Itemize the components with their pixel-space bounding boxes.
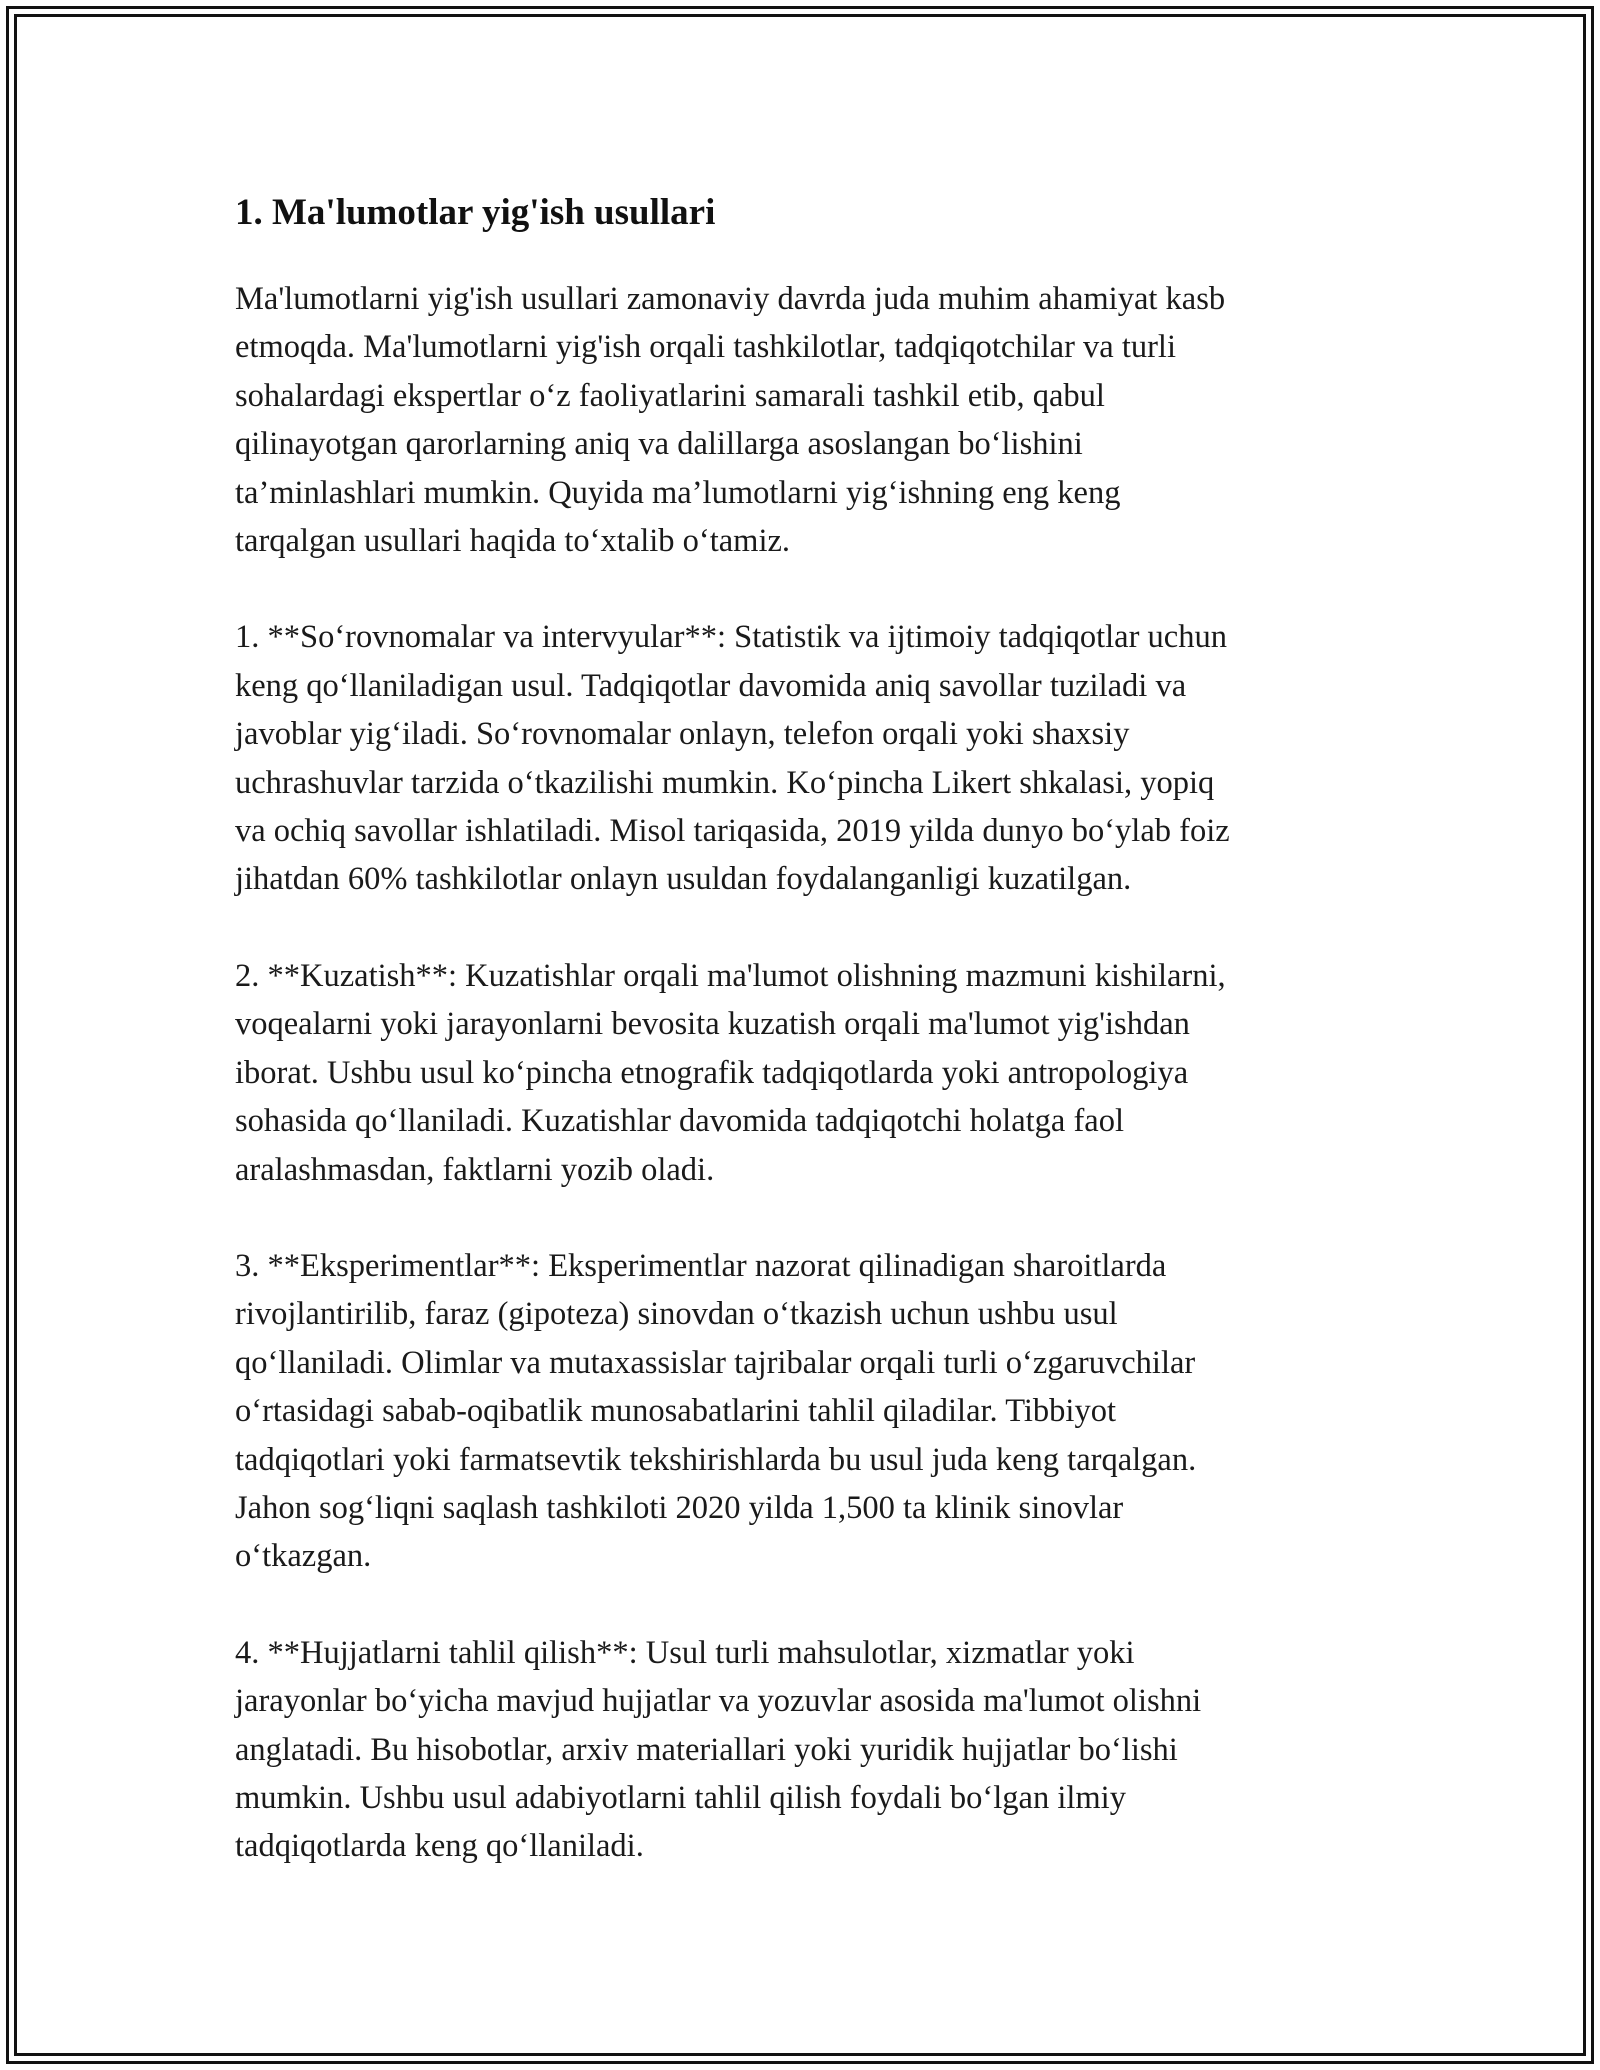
document-body (235, 185, 1375, 1919)
intro-paragraph: Ma'lumotlarni yig'ish usullari zamonaviy davrda juda muhim ahamiyat kasb etmoqda. Ma'lumotlarni yig'ish orqali tashkilotlar, tadqiqotchilar va turli sohalardagi ekspertlar o‘z faoliyatlarini samarali tashkil etib, qabul qilinayotgan qarorlarning aniq va dalillarga asoslangan bo‘lishini ta’minlashlari mumkin. Quyida ma’lumotlarni yig‘ishning eng keng tarqalgan usullari haqida to‘xtalib o‘tamiz. (235, 281, 1226, 560)
paragraph-document-analysis: 4. **Hujjatlarni tahlil qilish**: Usul turli mahsulotlar, xizmatlar yoki jarayonlar bo‘yicha mavjud hujjatlar va yozuvlar asosida ma'lumot olishni anglatadi. Bu hisobotlar, arxiv materiallari yoki yuridik hujjatlar bo‘lishi mumkin. Ushbu usul adabiyotlarni tahlil qilish foydali bo‘lgan ilmiy tadqiqotlarda keng qo‘llaniladi. (235, 1634, 1202, 1865)
paragraph-observation: 2. **Kuzatish**: Kuzatishlar orqali ma'lumot olishning mazmuni kishilarni, voqealarni yoki jarayonlarni bevosita kuzatish orqali ma'lumot yig'ishdan iborat. Ushbu usul ko‘pincha etnografik tadqiqotlarda yoki antropologiya sohasida qo‘llaniladi. Kuzatishlar davomida tadqiqotchi holatga faol aralashmasdan, faktlarni yozib oladi. (235, 957, 1226, 1188)
paragraph-surveys: 1. **So‘rovnomalar va intervyular**: Statistik va ijtimoiy tadqiqotlar uchun keng qo‘llaniladigan usul. Tadqiqotlar davomida aniq savollar tuziladi va javoblar yig‘iladi. So‘rovnomalar onlayn, telefon orqali yoki shaxsiy uchrashuvlar tarzida o‘tkazilishi mumkin. Ko‘pincha Likert shkalasi, yopiq va ochiq savollar ishlatiladi. Misol tariqasida, 2019 yilda dunyo bo‘ylab foiz jihatdan 60% tashkilotlar onlayn usuldan foydalanganligi kuzatilgan. (235, 619, 1230, 898)
section-heading: 1. Ma'lumotlar yig'ish usullari (235, 192, 716, 233)
paragraph-experiments: 3. **Eksperimentlar**: Eksperimentlar nazorat qilinadigan sharoitlarda rivojlantirilib, faraz (gipoteza) sinovdan o‘tkazish uchun ushbu usul qo‘llaniladi. Olimlar va mutaxassislar tajribalar orqali turli o‘zgaruvchilar o‘rtasidagi sabab-oqibatlik munosabatlarini tahlil qiladilar. Tibbiyot tadqiqotlari yoki farmatsevtik tekshirishlarda bu usul juda keng tarqalgan. Jahon sog‘liqni saqlash tashkiloti 2020 yilda 1,500 ta klinik sinovlar o‘tkazgan. (235, 1247, 1197, 1575)
